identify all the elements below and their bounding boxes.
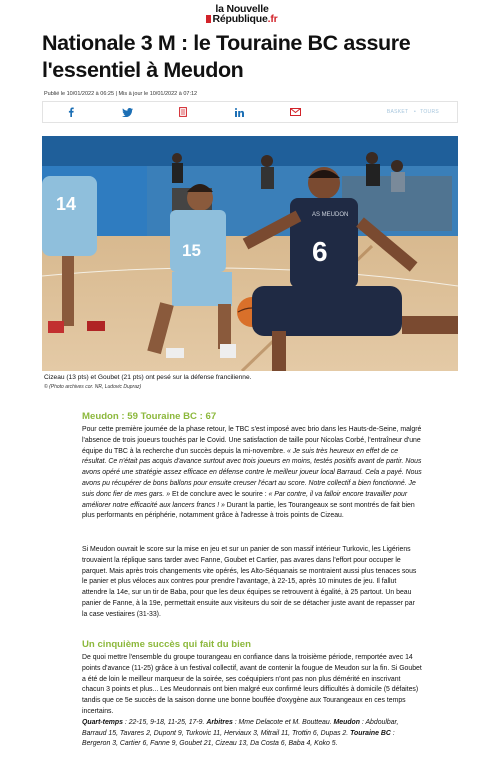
tag-basket[interactable]: BASKET (386, 109, 409, 115)
photo-credit: © (Photo archives cor. NR, Ludovic Dupraz) (44, 384, 142, 390)
facebook-icon (67, 107, 75, 117)
share-twitter[interactable] (99, 102, 155, 122)
section-heading: Un cinquième succès qui fait du bien (82, 639, 251, 650)
jersey-team-name: AS MEUDON (312, 212, 349, 218)
tag-separator: • (414, 109, 417, 115)
article-tags (383, 109, 439, 115)
share-print[interactable] (155, 102, 211, 122)
twitter-icon (122, 108, 133, 117)
jersey-number-15: 15 (182, 241, 201, 260)
article-paragraph-2: Si Meudon ouvrait le score sur la mise en jeu et sur un panier de son massif intérieur Turkovic, les Ligériens trouvaient la réplique sans tarder avec Fanne, Goubet et Cartier, pas avares dans l'effort pour occuper le parquet. Mais après trois changements vite opérés, les Alto-Séquanais se montraient aussi plus tenaces sous le panier et plus véloces aux contres pour prendre l'avantage, à 22-15, après 10 minutes de jeu. Il fallut attendre la 14e, sur un tir de Baba, pour que les deux équipes se retrouvent à égalité, à 25 partout. Un beau panier de Fanne, à la 19e, permettait ensuite aux visiteurs du soir de se détacher juste avant de repasser par la case vestiaires (31-33). (82, 546, 417, 618)
linkedin-icon (235, 108, 244, 117)
article-paragraph-3: De quoi mettre l'ensemble du groupe tourangeau en confiance dans la troisième période, remportée avec 14 points d'avance (11-25) grâce à un festival collectif, avant de contenir la fougue de Meudon sur la fin. Si Goubet a été de loin le meilleur marqueur de la soirée, ses coéquipiers n'ont pas non plus démérité en inscrivant chacun 3 points et plus... Les Meudonnais ont bien malgré eux confirmé leurs difficultés à domicile (5 défaites) tandis que ce 5e succès de la saison donne une bonne bouffée d'oxygène aux Tourangeaux en ces temps incertains. Quart-temps : 22-15, 9-18, 11-25, 17-9. Arbitres : Mme Delacote et M. Boutteau. Meudon : Abdoulbar, Barraud 15, Tavares 2, Dupont 9, Turkovic 11, Herviaux 3, Mitrail 11, Trottin 6, Dupas 2. Touraine BC : Bergeron 3, Cartier 6, Fanne 9, Goubet 21, Cizeau 13, Da Costa 6, Baba 4, Koko 5. (82, 654, 422, 748)
site-logo[interactable] (0, 4, 484, 25)
logo-line1: la Nouvelle (215, 3, 269, 15)
share-bar (42, 101, 458, 123)
article-meta: Publié le 10/01/2022 à 06:25 | Mis à jour le 10/01/2022 à 07:12 (44, 91, 198, 97)
score-heading: Meudon : 59 Touraine BC : 67 (82, 411, 217, 422)
logo-line2: République.fr (0, 14, 484, 25)
photo-caption: Cizeau (13 pts) et Goubet (21 pts) ont pesé sur la défense francilienne. (44, 374, 252, 381)
print-icon (179, 107, 187, 117)
share-linkedin[interactable] (211, 102, 267, 122)
article-title: Nationale 3 M : le Touraine BC assure l'essentiel à Meudon (42, 31, 411, 82)
share-facebook[interactable] (43, 102, 99, 122)
svg-text:14: 14 (56, 194, 77, 214)
jersey-number-6: 6 (312, 236, 328, 267)
logo-mark-icon (206, 15, 211, 23)
article-photo (42, 136, 458, 371)
tag-tours[interactable]: TOURS (420, 109, 439, 115)
basketball-photo (42, 136, 458, 371)
article-paragraph-1: Pour cette première journée de la phase retour, le TBC s'est imposé avec brio dans les Hauts-de-Seine, malgré l'absence de trois joueurs touchés par le Covid. Une satisfaction de taille pour Nicolas Corbé, l'entraîneur d'une équipe du TBC à la recherche d'un succès depuis la mi-novembre. « Je suis très heureux en effet de ce résultat. Ce n'était pas acquis d'avance surtout avec trois joueurs en moins, testés positifs avant de partir. Nous avons opéré une stratégie assez efficace en défense contre le meilleur joueur local Barraud. Cela a payé. Nous avons pu récupérer de bons ballons pour ensuite creuser l'écart au score. Notre collectif a bien fonctionné. Je suis donc fier de mes gars. » Et de conclure avec le sourire : « Par contre, il va falloir encore travailler pour améliorer notre efficacité aux lancers francs ! » Durant la partie, les Tourangeaux se sont montrés de fait bien plus performants en périphérie, notamment grâce à l'adresse à trois points de Cizeau. (82, 426, 422, 520)
share-email[interactable] (267, 102, 323, 122)
email-icon (290, 108, 301, 116)
